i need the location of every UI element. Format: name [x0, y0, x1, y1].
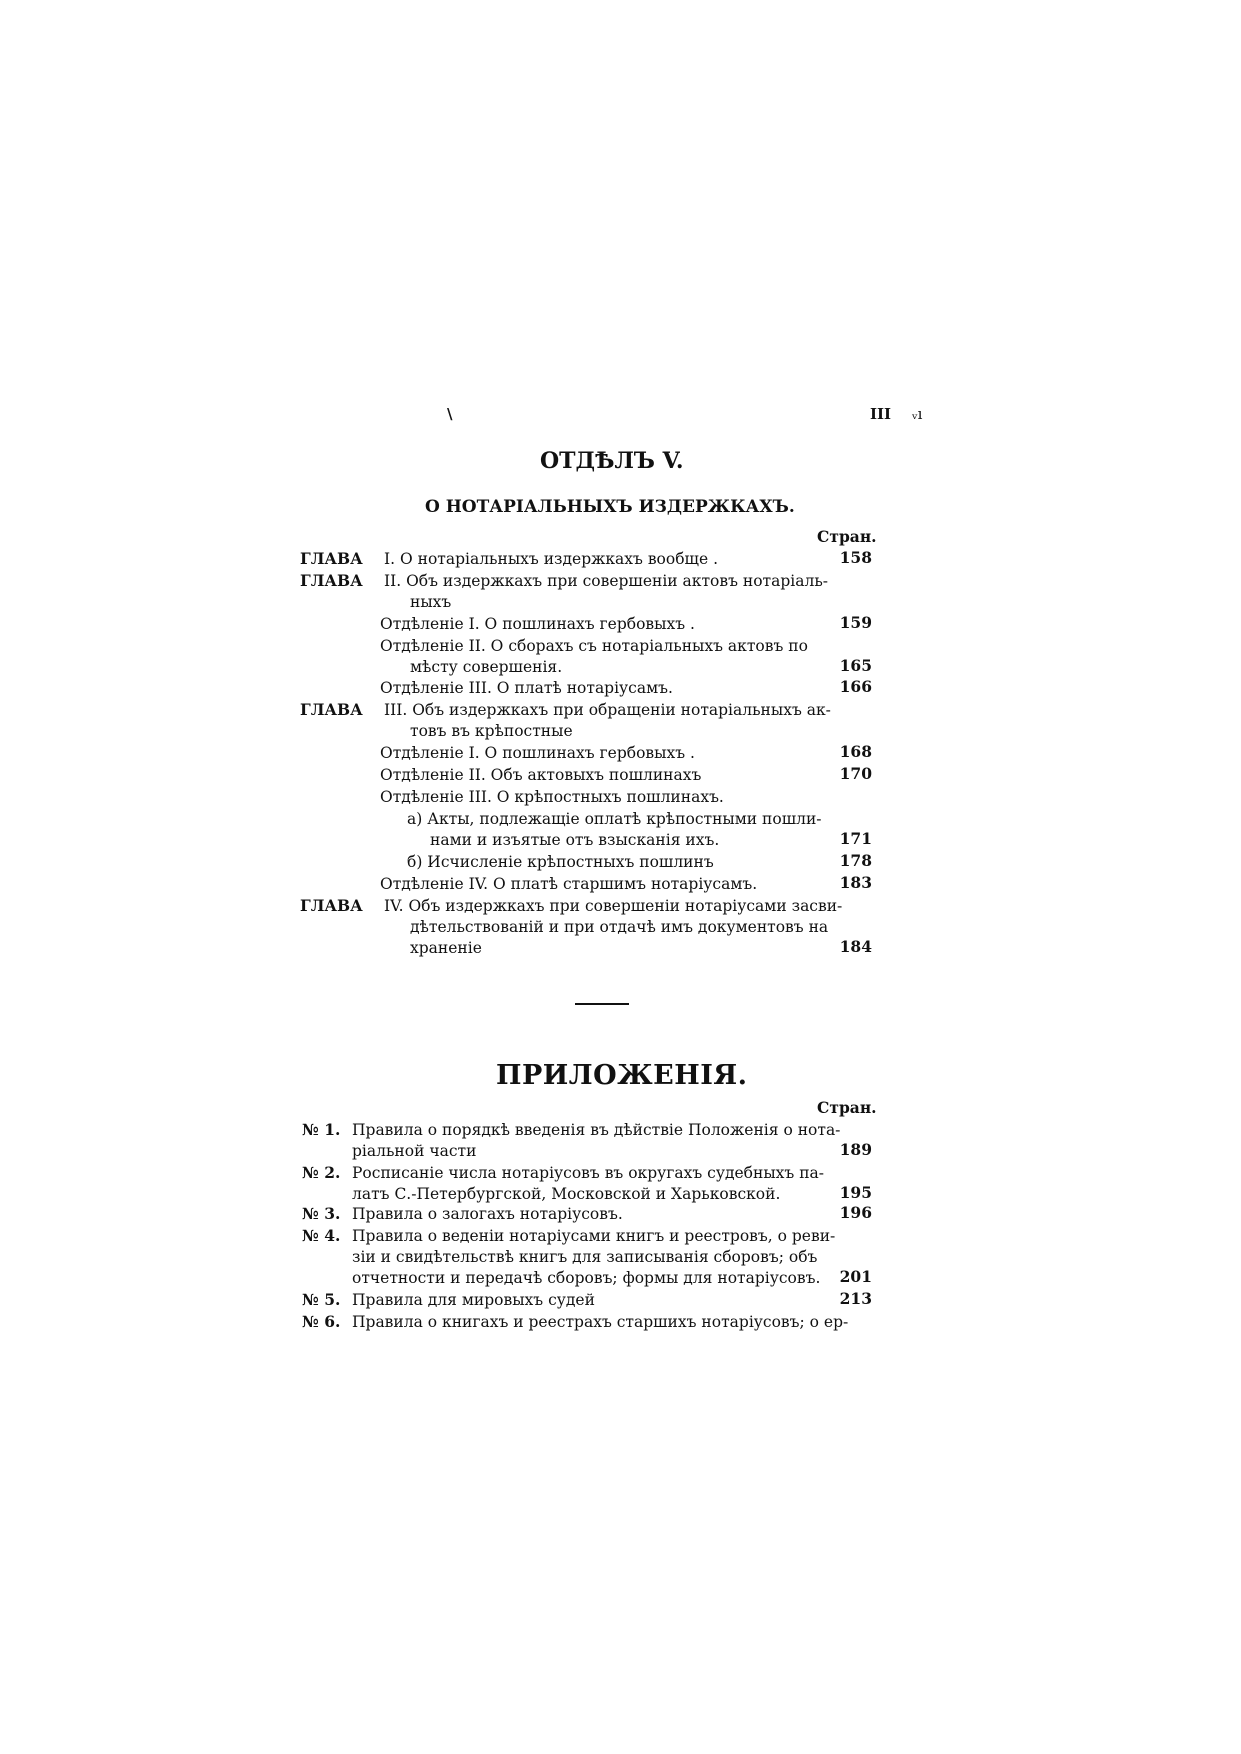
section-subtitle: О НОТАРІАЛЬНЫХЪ ИЗДЕРЖКАХЪ.	[425, 497, 795, 517]
chapter-label: ГЛАВА	[300, 700, 363, 719]
toc-page-value: 170	[839, 764, 872, 783]
appendix-number: № 3.	[302, 1204, 341, 1223]
toc-page-value: 184	[839, 937, 872, 956]
appendix-number: № 1.	[302, 1120, 341, 1139]
appendix-number: № 4.	[302, 1226, 341, 1245]
section-col-header: Стран.	[817, 527, 877, 546]
toc-entry-line: II. Объ издержкахъ при совершеніи актовъ нотаріаль-	[384, 572, 829, 590]
appendix-entry-line: ріальной части	[352, 1142, 477, 1160]
toc-entry-line: III. Объ издержкахъ при обращеніи нотаріальныхъ ак-	[384, 701, 831, 719]
toc-entry-line: храненіе	[410, 939, 482, 957]
toc-entry-line: а) Акты, подлежащіе оплатѣ крѣпостными пошли-	[407, 810, 822, 828]
appendix-entry-line: Правила о залогахъ нотаріусовъ.	[352, 1205, 623, 1223]
toc-entry-line: IV. Объ издержкахъ при совершеніи нотаріусами засви-	[384, 897, 843, 915]
toc-page-value: 159	[839, 613, 872, 632]
toc-entry-line: товъ въ крѣпостные	[410, 722, 573, 740]
toc-page-value: 178	[839, 851, 872, 870]
toc-page-value: 183	[839, 873, 872, 892]
toc-entry-line: Отдѣленіе II. Объ актовыхъ пошлинахъ	[380, 766, 702, 784]
toc-entry-line: дѣтельствованій и при отдачѣ имъ документовъ на	[410, 918, 829, 936]
appendix-title: ПРИЛОЖЕНІЯ.	[496, 1060, 748, 1091]
divider-rule	[575, 1003, 629, 1005]
appendix-entry-line: Правила о веденіи нотаріусами книгъ и реестровъ, о реви-	[352, 1227, 836, 1245]
toc-entry-line: нами и изъятые отъ взысканія ихъ.	[430, 831, 720, 849]
toc-entry-line: мѣсту совершенія.	[410, 658, 563, 676]
toc-entry-line: I. О нотаріальныхъ издержкахъ вообще .	[384, 550, 718, 568]
chapter-label: ГЛАВА	[300, 549, 363, 568]
toc-entry-line: Отдѣленіе II. О сборахъ съ нотаріальныхъ актовъ по	[380, 637, 808, 655]
appendix-number: № 5.	[302, 1290, 341, 1309]
appendix-page-value: 189	[839, 1140, 872, 1159]
toc-page-value: 158	[839, 548, 872, 567]
chapter-label: ГЛАВА	[300, 571, 363, 590]
right-mark: ᵥı	[912, 405, 923, 423]
toc-entry-line: Отдѣленіе I. О пошлинахъ гербовыхъ .	[380, 615, 695, 633]
appendix-entry-line: Правила для мировыхъ судей	[352, 1291, 595, 1309]
toc-entry-line: ныхъ	[410, 593, 452, 611]
chapter-label: ГЛАВА	[300, 896, 363, 915]
appendix-number: № 2.	[302, 1163, 341, 1182]
appendix-entry-line: отчетности и передачѣ сборовъ; формы для нотаріусовъ.	[352, 1269, 821, 1287]
toc-entry-line: Отдѣленіе III. О крѣпостныхъ пошлинахъ.	[380, 788, 724, 806]
toc-entry-line: Отдѣленіе I. О пошлинахъ гербовыхъ .	[380, 744, 695, 762]
appendix-col-header: Стран.	[817, 1098, 877, 1117]
toc-page-value: 171	[839, 829, 872, 848]
toc-entry-line: Отдѣленіе IV. О платѣ старшимъ нотаріусамъ.	[380, 875, 758, 893]
toc-entry-line: Отдѣленіе III. О платѣ нотаріусамъ.	[380, 679, 673, 697]
toc-page-value: 168	[839, 742, 872, 761]
toc-entry-line: б) Исчисленіе крѣпостныхъ пошлинъ	[407, 853, 714, 871]
appendix-entry-line: латъ С.-Петербургской, Московской и Харьковской.	[352, 1185, 781, 1203]
appendix-page-value: 213	[839, 1289, 872, 1308]
appendix-entry-line: зіи и свидѣтельствѣ книгъ для записыванія сборовъ; объ	[352, 1248, 818, 1266]
appendix-entry-line: Правила о порядкѣ введенія въ дѣйствіе Положенія о нота-	[352, 1121, 841, 1139]
left-mark: \	[447, 405, 453, 423]
appendix-page-value: 201	[839, 1267, 872, 1286]
appendix-page-value: 195	[839, 1183, 872, 1202]
section-title: ОТДѢЛЪ V.	[540, 448, 684, 474]
appendix-entry-line: Росписаніе числа нотаріусовъ въ округахъ судебныхъ па-	[352, 1164, 825, 1182]
appendix-number: № 6.	[302, 1312, 341, 1331]
page-number: III	[870, 405, 892, 423]
appendix-entry-line: Правила о книгахъ и реестрахъ старшихъ нотаріусовъ; о ер-	[352, 1313, 849, 1331]
appendix-page-value: 196	[839, 1203, 872, 1222]
toc-page-value: 166	[839, 677, 872, 696]
toc-page-value: 165	[839, 656, 872, 675]
